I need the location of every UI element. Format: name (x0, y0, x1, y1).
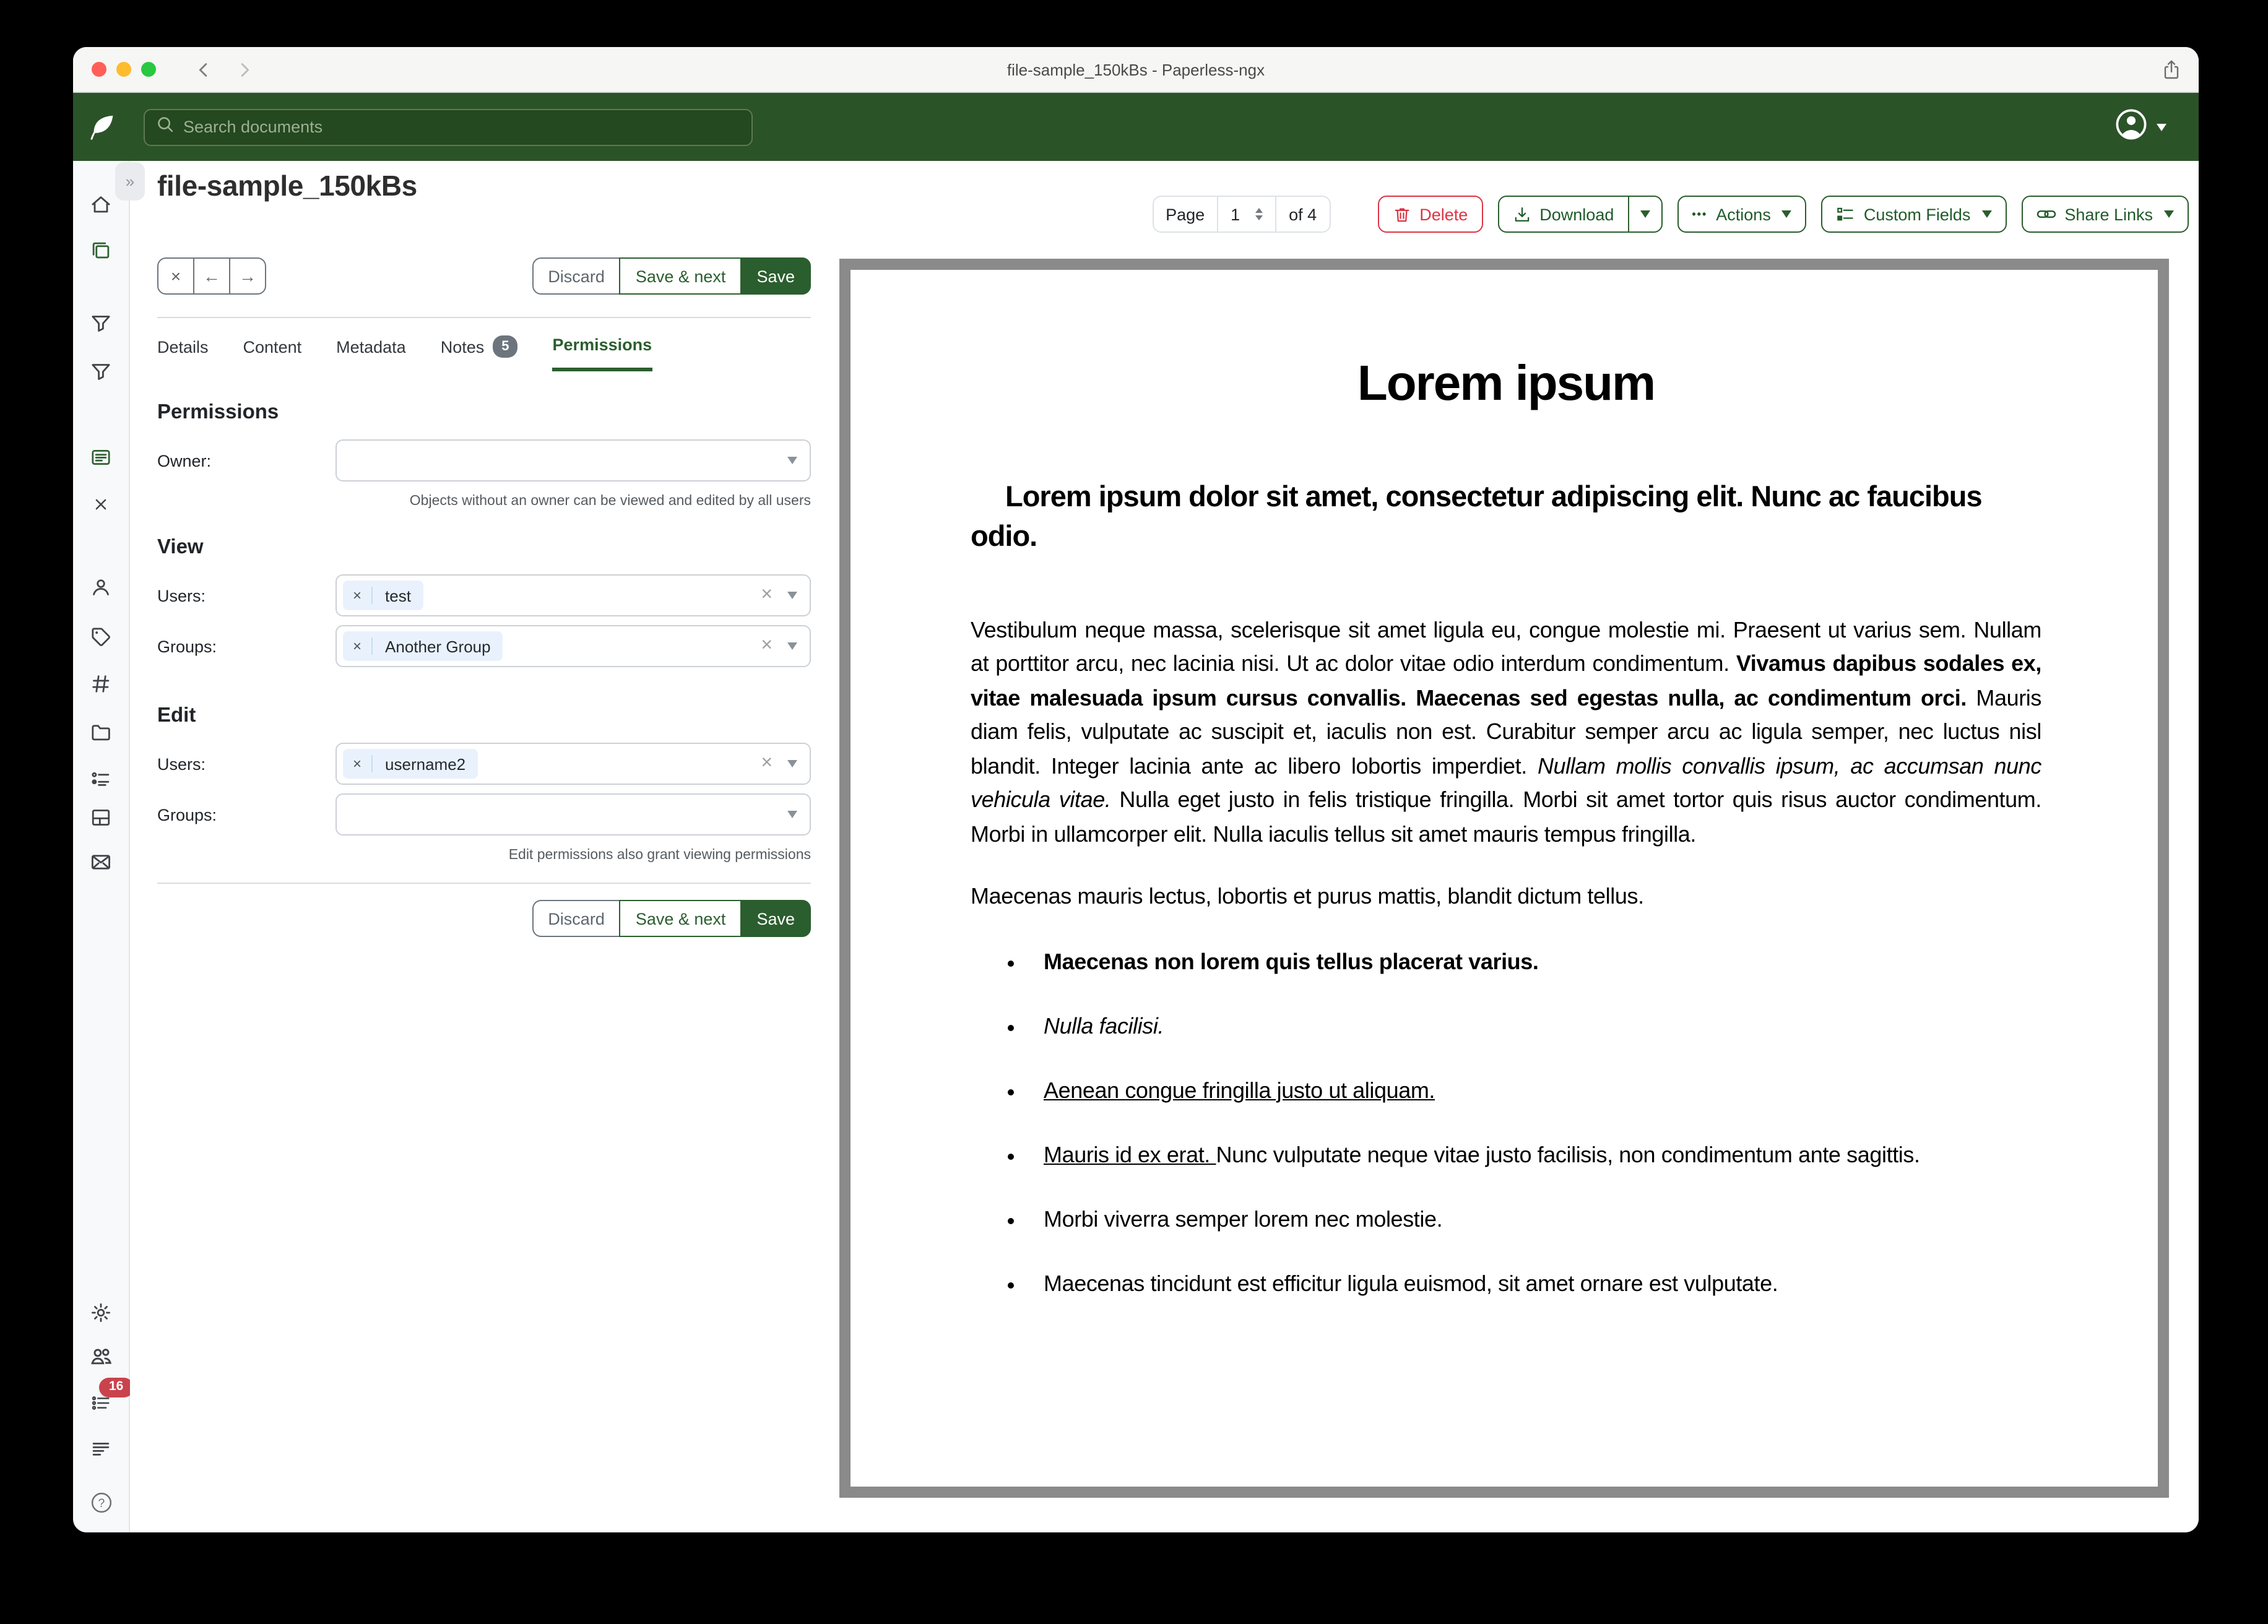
save-next-button[interactable]: Save & next (620, 257, 742, 295)
arrow-right-icon: → (239, 266, 256, 286)
save-actions-group-bottom (532, 900, 811, 937)
main-area (73, 161, 2199, 1532)
edit-help-text: Edit permissions also grant viewing permissions (508, 848, 811, 863)
sidebar-item-tags[interactable] (90, 624, 111, 649)
chevron-down-icon (787, 760, 797, 767)
folder-icon (90, 721, 111, 742)
save-actions-group (532, 257, 811, 295)
view-groups-label: Groups: (157, 637, 217, 655)
sidebar-item-dashboard[interactable] (90, 192, 111, 217)
actions-label: Actions (1716, 205, 1771, 223)
chevron-down-icon (2157, 123, 2166, 131)
document-detail-panel (130, 161, 839, 937)
minimize-window-button[interactable] (116, 62, 131, 77)
forward-icon[interactable] (235, 60, 254, 79)
back-icon[interactable] (194, 60, 213, 79)
trash-icon (1392, 205, 1411, 223)
list-item: • Morbi viverra semper lorem nec molestie. (1029, 1203, 2041, 1237)
edit-users-select[interactable] (335, 743, 811, 785)
avatar-icon (2114, 107, 2148, 147)
list-item: • Aenean congue fringilla justo ut aliquam. (1029, 1074, 2041, 1108)
double-chevron-icon: » (125, 172, 135, 191)
pdf-paragraph: Vestibulum neque massa, scelerisque sit amet ligula eu, congue molestie mi. Praesent ut varius sem. Nullam at porttitor arcu, nec lacinia nisi. Ut ac dolor vitae odio interdum condimentum. Vivamus dapibus sodales ex, vitae malesuada ipsum cursus convallis. Maecenas sed egestas nulla, ac condimentum orci. Mauris diam felis, vulputate ac suscipit et, iaculis non est. Curabitur semper arcu ac ligula semper, nec luctus nisl blandit. Integer lacinia ante ac libero lobortis imperdiet. Nullam mollis convallis ipsum, ac accumsan nunc vehicula vitae. Nulla eget justo in felis tristique fringilla. Morbi sit amet tortor quis risus auctor condimentum. Morbi in ullamcorper elit. Nulla iaculis tellus sit amet mauris tempus fringilla. (971, 617, 2042, 847)
sidebar-item-tasks[interactable] (90, 1379, 124, 1415)
divider (157, 317, 811, 318)
chevron-down-icon (1981, 210, 1991, 218)
close-icon: × (170, 266, 181, 286)
owner-select[interactable] (335, 439, 811, 482)
actions-button[interactable] (1677, 196, 1806, 233)
documents-icon (90, 240, 111, 261)
custom-fields-button[interactable] (1822, 196, 2007, 233)
envelope-icon (90, 851, 111, 872)
clear-select-button[interactable]: × (761, 635, 773, 656)
discard-button[interactable]: Discard (532, 257, 621, 295)
chevron-down-icon (2164, 210, 2174, 218)
view-heading: View (157, 536, 204, 558)
tab-content[interactable] (243, 335, 302, 371)
delete-button[interactable] (1377, 196, 1482, 233)
custom-fields-label: Custom Fields (1863, 205, 1971, 223)
tag-icon (90, 626, 111, 647)
selected-user-chip (343, 749, 478, 779)
sidebar-item-document-types[interactable] (90, 671, 111, 696)
sidebar-item-documentation[interactable] (90, 1490, 112, 1515)
chevron-down-icon (787, 457, 797, 464)
page-total: of 4 (1289, 205, 1317, 223)
user-menu[interactable] (2114, 107, 2166, 147)
edit-groups-select[interactable] (335, 793, 811, 836)
view-groups-select[interactable] (335, 625, 811, 667)
download-options-button[interactable] (1627, 197, 1661, 231)
filter-icon (90, 361, 111, 382)
sidebar-item-mail-accounts[interactable] (90, 805, 111, 829)
sidebar (73, 161, 130, 1532)
pdf-paragraph: Maecenas mauris lectus, lobortis et purus mattis, blandit dictum tellus. (971, 884, 1644, 909)
zoom-window-button[interactable] (141, 62, 156, 77)
sidebar-item-mail[interactable] (90, 849, 111, 874)
chip-label: Another Group (385, 637, 491, 655)
delete-label: Delete (1419, 205, 1468, 223)
custom-fields-icon (1837, 205, 1855, 223)
share-icon[interactable] (2162, 47, 2181, 92)
chevron-down-icon (787, 642, 797, 650)
save-next-button[interactable]: Save & next (620, 900, 742, 937)
discard-button[interactable]: Discard (532, 900, 621, 937)
page-label: Page (1166, 205, 1205, 223)
sidebar-close-document[interactable] (92, 491, 110, 516)
sidebar-item-users-groups[interactable] (90, 1344, 112, 1369)
edit-users-label: Users: (157, 754, 206, 773)
tab-label: Metadata (336, 337, 406, 356)
save-button[interactable]: Save (740, 257, 811, 295)
search-bar[interactable] (144, 108, 753, 145)
download-button[interactable] (1499, 197, 1627, 231)
page-navigation (1152, 196, 1330, 233)
share-links-button[interactable] (2021, 196, 2189, 233)
paperless-logo-icon[interactable] (73, 111, 130, 143)
tab-label: Notes (440, 337, 485, 356)
sidebar-item-correspondents[interactable] (90, 574, 111, 599)
list-icon (90, 768, 111, 789)
edit-groups-label: Groups: (157, 805, 217, 824)
chip-label: username2 (385, 754, 466, 773)
hash-icon (90, 673, 111, 694)
sidebar-item-storage-paths[interactable] (90, 719, 111, 744)
chevron-down-icon (787, 811, 797, 818)
save-button[interactable]: Save (740, 900, 811, 937)
home-icon (90, 194, 111, 215)
page-stepper[interactable] (1255, 208, 1263, 220)
content-area (130, 161, 2199, 1532)
tab-permissions[interactable] (553, 335, 652, 371)
close-icon (92, 495, 110, 513)
edit-heading: Edit (157, 704, 196, 727)
tab-label: Content (243, 337, 302, 356)
owner-label: Owner: (157, 451, 212, 470)
chevron-down-icon (787, 592, 797, 599)
tab-details[interactable] (157, 335, 209, 371)
share-links-label: Share Links (2064, 205, 2153, 223)
device-icon (90, 806, 111, 827)
chip-label: test (385, 586, 411, 605)
document-title: file-sample_150kBs (157, 170, 417, 202)
search-icon (156, 114, 175, 139)
download-label: Download (1539, 205, 1614, 223)
document-toolbar (1152, 196, 2189, 233)
remove-chip-button[interactable]: × (343, 637, 373, 655)
sidebar-item-settings[interactable] (90, 1300, 111, 1324)
chevron-down-icon (1640, 210, 1650, 218)
pdf-subtitle: Lorem ipsum dolor sit amet, consectetur adipiscing elit. Nunc ac faucibus odio. (971, 480, 1982, 553)
tab-label: Permissions (552, 335, 652, 354)
step-up-icon (1255, 208, 1263, 213)
filter-icon (90, 313, 111, 334)
list-item: • Nulla facilisi. (1029, 1010, 2041, 1043)
pdf-page (850, 270, 2158, 1301)
clear-select-button[interactable]: × (761, 753, 773, 774)
selected-group-chip (343, 631, 503, 661)
download-split-button (1497, 196, 1662, 233)
remove-chip-button[interactable]: × (343, 755, 373, 772)
browser-nav (194, 47, 254, 92)
users-icon (90, 1345, 112, 1368)
note-icon (90, 446, 111, 467)
page-number-input[interactable] (1231, 205, 1250, 223)
page-number-field (1217, 197, 1276, 231)
pdf-preview-frame[interactable] (839, 259, 2169, 1498)
search-input[interactable] (183, 118, 740, 136)
close-document-button[interactable] (157, 257, 194, 295)
pdf-bullet-list (971, 946, 2041, 1301)
app-header (73, 93, 2199, 161)
tab-notes[interactable] (441, 335, 518, 371)
sidebar-expand-button[interactable] (115, 162, 145, 201)
download-icon (1512, 205, 1531, 223)
close-window-button[interactable] (92, 62, 106, 77)
notes-count-badge: 5 (493, 335, 517, 358)
next-document-button[interactable] (229, 257, 266, 295)
text-lines-icon (90, 1438, 111, 1459)
previous-document-button[interactable] (193, 257, 230, 295)
window-title: file-sample_150kBs - Paperless-ngx (1006, 60, 1265, 79)
clear-select-button[interactable]: × (761, 584, 773, 605)
detail-tabs (157, 335, 811, 371)
permissions-heading: Permissions (157, 401, 279, 423)
svg-text:?: ? (97, 1497, 105, 1510)
view-users-label: Users: (157, 586, 206, 605)
list-item: • Maecenas tincidunt est efficitur ligula euismod, sit amet ornare est vulputate. (1029, 1268, 2041, 1301)
tasks-count-badge: 16 (99, 1378, 133, 1397)
ellipsis-icon: ••• (1692, 208, 1708, 220)
titlebar (73, 47, 2199, 93)
owner-help-text: Objects without an owner can be viewed and edited by all users (409, 494, 811, 509)
sidebar-open-document[interactable] (90, 444, 111, 469)
sidebar-item-logs[interactable] (90, 1436, 111, 1461)
arrow-left-icon: ← (203, 266, 220, 286)
app-window (73, 47, 2199, 1532)
chevron-down-icon (1782, 210, 1792, 218)
remove-chip-button[interactable]: × (343, 587, 373, 604)
person-icon (90, 576, 111, 597)
gear-icon (90, 1302, 111, 1323)
step-down-icon (1255, 215, 1263, 220)
link-icon (2036, 204, 2056, 224)
list-item: • Mauris id ex erat. Nunc vulputate neque vitae justo facilisis, non condimentum ante sagittis. (1029, 1139, 2041, 1172)
list-item: • Maecenas non lorem quis tellus placerat varius. (1029, 946, 2041, 979)
tab-metadata[interactable] (336, 335, 406, 371)
document-nav-group (157, 257, 266, 295)
help-icon (90, 1492, 112, 1514)
sidebar-item-saved-view-1[interactable] (90, 311, 111, 335)
view-users-select[interactable] (335, 574, 811, 616)
sidebar-item-saved-view-2[interactable] (90, 359, 111, 384)
divider (157, 883, 811, 884)
traffic-lights (92, 47, 156, 92)
selected-user-chip (343, 581, 423, 610)
tab-label: Details (157, 337, 209, 356)
sidebar-item-documents[interactable] (90, 238, 111, 262)
sidebar-item-custom-fields[interactable] (90, 766, 111, 791)
pdf-title: Lorem ipsum (1357, 356, 1655, 411)
